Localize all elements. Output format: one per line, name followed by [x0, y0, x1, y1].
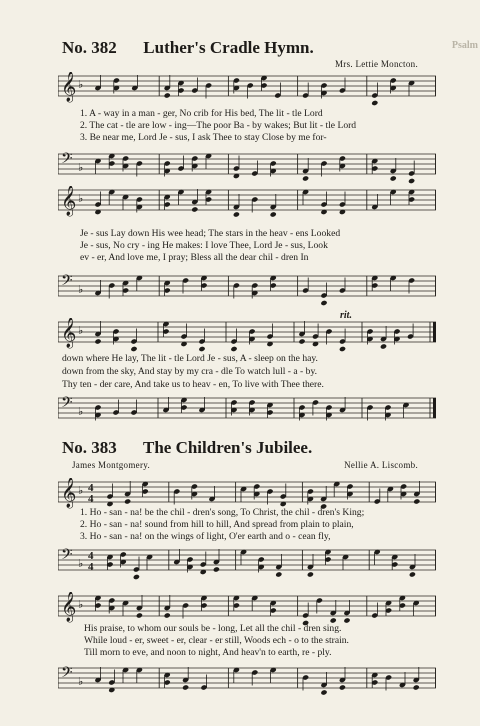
- hymn-383-heading: [62, 438, 312, 458]
- svg-text:4: 4: [88, 493, 94, 505]
- hymn-383-system-2: [58, 588, 436, 700]
- svg-text:4: 4: [88, 561, 94, 573]
- hymn-382-system-3: [58, 310, 436, 420]
- key-signature-flat-icon: ♭: [78, 405, 84, 418]
- key-signature-flat-icon: ♭: [78, 598, 84, 611]
- key-signature-flat-icon: ♭: [78, 192, 84, 205]
- treble-staff: [58, 478, 436, 508]
- lyric-line: down from the sky, And stay by my cra - dle To watch lull - a - by.: [62, 366, 318, 377]
- lyric-line: 2. Ho - san - na! sound from hill to hill, And spread from plain to plain,: [80, 519, 354, 530]
- lyric-line: 1. A - way in a man - ger, No crib for His bed, The lit - tle Lord: [80, 108, 323, 119]
- svg-text:4: 4: [88, 482, 94, 494]
- bass-clef-icon: 𝄢: [61, 150, 73, 171]
- bass-staff: [58, 664, 436, 688]
- hymn-383-composer: Nellie A. Liscomb.: [344, 460, 418, 470]
- bass-staff: [58, 546, 436, 573]
- hymn-382-system-2: [58, 182, 436, 300]
- lyric-line: 2. The cat - tle are low - ing—The poor Ba - by wakes; But lit - tle Lord: [80, 120, 357, 131]
- treble-staff: [58, 318, 436, 348]
- staff-drawing: [58, 150, 436, 184]
- treble-clef-icon: 𝄞: [61, 592, 77, 622]
- treble-clef-icon: 𝄞: [61, 318, 77, 348]
- staff-drawing: [58, 394, 436, 428]
- lyric-line: down where He lay, The lit - tle Lord Je - sus, A - sleep on the hay.: [62, 353, 318, 364]
- lyric-line: 3. Be near me, Lord Je - sus, I ask Thee to stay Close by me for-: [80, 132, 327, 143]
- bass-staff: [58, 150, 436, 174]
- lyric-line: Till morn to eve, and noon to night, And heav'n to earth, re - ply.: [84, 647, 332, 658]
- bass-staff: [58, 272, 436, 296]
- lyric-line: 3. Ho - san - na! on the wings of light, O'er earth and o - cean fly,: [80, 531, 331, 542]
- staff-drawing: [58, 186, 436, 220]
- hymn-383-number: No. 383: [62, 438, 117, 457]
- treble-clef-icon: 𝄞: [61, 72, 77, 102]
- key-signature-flat-icon: ♭: [78, 557, 84, 570]
- key-signature-flat-icon: ♭: [78, 324, 84, 337]
- staff-drawing: [58, 272, 436, 306]
- key-signature-flat-icon: ♭: [78, 675, 84, 688]
- ritardando-marking: rit.: [340, 310, 352, 321]
- lyric-line: His praise, to whom our souls be - long, Let all the chil - dren sing.: [84, 623, 342, 634]
- hymn-382-heading: [62, 38, 314, 58]
- treble-clef-icon: 𝄞: [61, 478, 77, 508]
- hymn-382-author: Mrs. Lettie Moncton.: [335, 59, 418, 69]
- bleed-through-text: Psalm: [451, 40, 478, 51]
- lyric-line: Je - sus, No cry - ing He makes: I love Thee, Lord Je - sus, Look: [80, 240, 328, 251]
- treble-staff: [58, 186, 436, 216]
- staff-drawing: [58, 592, 436, 626]
- lyric-line: 1. Ho - san - na! be the chil - dren's song, To Christ, the chil - dren's King;: [80, 507, 365, 518]
- svg-text:4: 4: [88, 550, 94, 562]
- key-signature-flat-icon: ♭: [78, 484, 84, 497]
- treble-clef-icon: 𝄞: [61, 186, 77, 216]
- treble-staff: [58, 72, 436, 102]
- treble-staff: [58, 592, 436, 622]
- staff-drawing: [58, 72, 436, 106]
- key-signature-flat-icon: ♭: [78, 78, 84, 91]
- bass-clef-icon: 𝄢: [61, 272, 73, 293]
- bass-clef-icon: 𝄢: [61, 546, 73, 567]
- hymn-383-system-1: [58, 472, 436, 582]
- staff-drawing: [58, 546, 436, 580]
- key-signature-flat-icon: ♭: [78, 283, 84, 296]
- hymn-382-system-1: [58, 70, 436, 180]
- lyric-line: ev - er, And love me, I pray; Bless all the dear chil - dren In: [80, 252, 309, 263]
- lyric-line: Thy ten - der care, And take us to heav - en, To live with Thee there.: [62, 379, 324, 390]
- bass-staff: [58, 394, 436, 418]
- staff-drawing: [58, 664, 436, 698]
- hymn-382-title: Luther's Cradle Hymn.: [143, 38, 314, 57]
- hymn-383-author: James Montgomery.: [72, 460, 151, 470]
- staff-drawing: [58, 318, 436, 352]
- hymn-383-title: The Children's Jubilee.: [142, 438, 313, 457]
- bass-clef-icon: 𝄢: [61, 664, 73, 685]
- key-signature-flat-icon: ♭: [78, 161, 84, 174]
- bass-clef-icon: 𝄢: [61, 394, 73, 415]
- hymn-382-number: No. 382: [62, 38, 117, 57]
- lyric-line: Je - sus Lay down His wee head; The stars in the heav - ens Looked: [80, 228, 341, 239]
- lyric-line: While loud - er, sweet - er, clear - er still, Woods ech - o to the strain.: [84, 635, 349, 646]
